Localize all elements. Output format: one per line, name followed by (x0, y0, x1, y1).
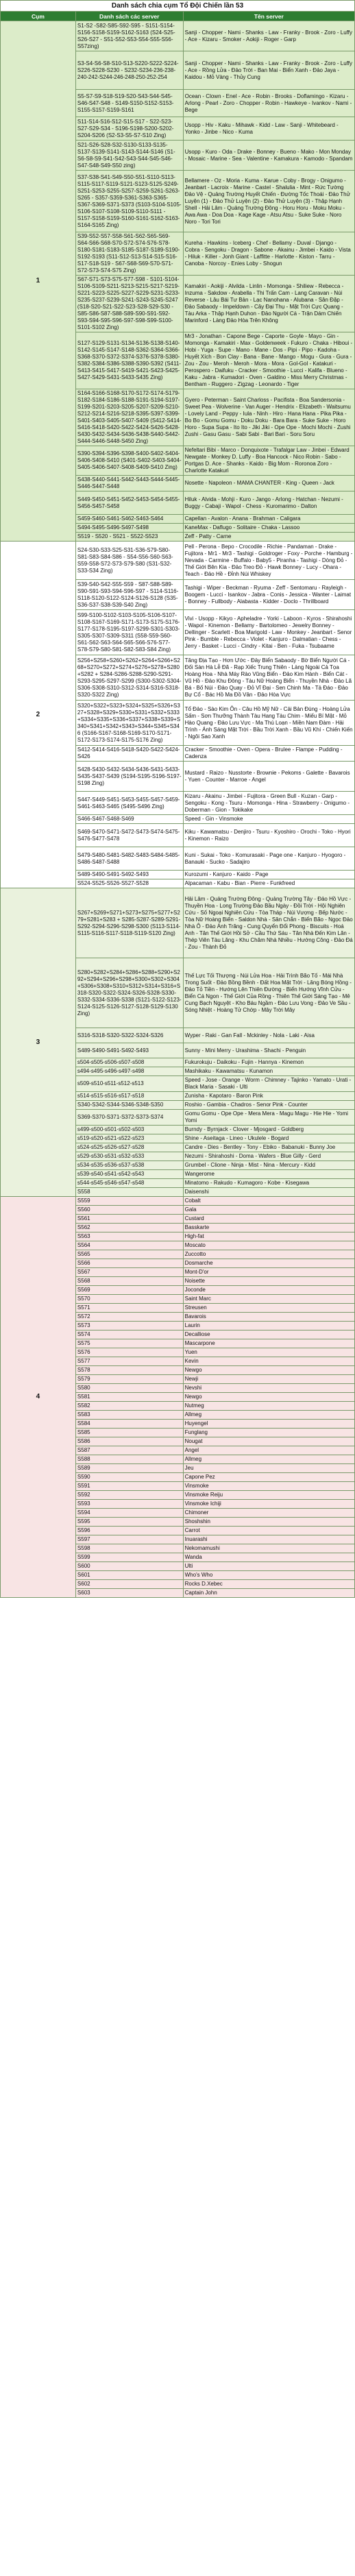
server-list-cell: s504-s505-s506-s507-s508 (75, 1058, 183, 1067)
server-list-cell: S449-S450-S451-S452-S453-S454-S455-S456-S457-S458 (75, 491, 183, 515)
server-list-cell: S591 (75, 1482, 183, 1491)
server-names-cell: Usopp - Kuro - Oda - Drake - Bonney - Bueno - Mako - Mon Monday - Mosaic - Marine - Sea - Valentine - Kamakura - Kamodo - Spandam (183, 141, 354, 171)
server-names-cell: Zunisha - Kapotaro - Baron Pink (183, 1092, 354, 1101)
server-names-cell: Capellan - Avalon - Anana - Brahman - Caligara (183, 515, 354, 524)
server-names-cell: Burndy - Byrnjack - Clover - Mjosgard - Goldberg (183, 1126, 354, 1134)
server-list-cell: S99-S100-S102-S103-S105-S106-S107-S108-S167-S169-S171-S173-S175-S176-S177-S178-S195-S197-S299-S301-S303-S305-S307-S309-S311 (S58-S59-S60-S61-S62-S63-S64-S65-S66-S76-S77-S78-S79-S80-S81-S82-S83-S84 Zing) (75, 610, 183, 655)
server-list-cell: S280+S282+S284+S286+S288+S290+S292+S294+S296+S298+S300+S302+S304+S306+S308+S310+S312+S314+S316+S318-S320-S322-S324-S326-S328-S330-S332-S334-S336-S338 (S121-S122-S123-S124-S125-S126-S127-S128-S129-S130 Zing) (75, 958, 183, 1028)
server-list-cell: S582 (75, 1402, 183, 1411)
server-list-cell: S316-S318-S320-S322-S324-S326 (75, 1028, 183, 1043)
server-names-cell: Vivi - Usopp - Kikyo - Apheladre - Yorki - Laboon - Kyros - Shirahoshi - Wapol - Kinemon - Bellamy - Bartolomeo - Jewelry Bonney - Dellinger - Scarlett - Boa Marigold - Law - Monkey - Jeanbart - Senor Pink - Bumble - Rebecca - Violet - Kanjuro - Dalmatian - Chess - Jerry - Basket - Lucci - Cindry - Kitai - Ben - Fuka - Tsubaame (183, 610, 354, 655)
server-list-cell: S583 (75, 1411, 183, 1420)
server-list-cell: S589 (75, 1464, 183, 1473)
server-list-cell: S580 (75, 1384, 183, 1393)
server-names-cell: Joconde (183, 1286, 354, 1295)
server-list-cell: S479-S480-S481-S482-S483-S484-S485-S486-S487-S488 (75, 847, 183, 871)
server-names-cell: Vinsmoke Ichiji (183, 1500, 354, 1509)
server-names-cell: Cobalt (183, 1197, 354, 1206)
server-list-cell: s514-s515-s516-s517-s518 (75, 1092, 183, 1101)
server-list-cell: S586 (75, 1437, 183, 1446)
server-names-cell: Shoshshin (183, 1518, 354, 1527)
server-names-cell: Nefeltari Bibi - Marco - Donquixote - Trafalgar Law - Jinbei - Edward Newgate - Monkey D. Luffy - Boa Hancock - Nico Robin - Sabo - Portgas D. Ace - Shanks - Kaido - Big Mom - Roronoa Zoro - Charlotte Katakuri (183, 446, 354, 476)
server-list-cell: S572 (75, 1313, 183, 1322)
server-names-cell: Newgo (183, 1366, 354, 1375)
server-names-cell: Capone Pez (183, 1473, 354, 1482)
server-names-cell: Allmeg (183, 1411, 354, 1420)
server-list-cell: S570 (75, 1295, 183, 1304)
server-names-cell: Decalliose (183, 1330, 354, 1339)
server-names-cell: Gyero - Peterman - Saint Charloss - Pacifista - Boa Sandersonia - Sweet Pea - Wolverine - Van Auger - Hendrix - Elizabeth - Waitsumu - Lovely Land - Peppy - Iula - Ninh - Hiro - Hana Hana - Pika Pika - Bo Bo - Gomu Gomu - Doku Doku - Bara Bara - Suke Suke - Horo Horo - Supa Supa - Ito Ito - Jiki Jiki - Ope Ope - Mochi Mochi - Zushi Zushi - Gasu Gasu - Sabi Sabi - Bari Bari - Soru Soru (183, 389, 354, 446)
server-names-cell: Minatomo - Rakudo - Kumagoro - Kobe - Kisegawa (183, 1179, 354, 1188)
table-row (1, 21, 355, 51)
server-names-cell: Tashigi - Wiper - Beckman - Ryuma - Zeff - Sentomaru - Rayleigh - Boogem - Lucci - Isankov - Jabra - Conis - Jessica - Wanter - Laimat - Bonney - Fullbody - Alabasta - Kidder - Doclo - Thrillboard (183, 580, 354, 610)
server-list-cell: S590 (75, 1473, 183, 1482)
server-list-cell: S11-S14-S16-S12-S15-S17 - S22-S23-S27-S29-S34 - S196-S198-S200-S202-S204-S206 (S2-S3-S5-S7-S10 Zing) (75, 117, 183, 141)
server-list-cell: S390-S394-S396-S398-S400-S402-S404-S406-S408-S410 (S401-S402-S403-S404-S405-S406-S407-S408-S409-S410 Zing) (75, 446, 183, 476)
server-names-cell: Wyper - Raki - Gan Fall - Mckinley - Nola - Laki - Aisa (183, 1028, 354, 1043)
server-names-cell: Who's Who (183, 1571, 354, 1580)
server-names-cell: Gala (183, 1206, 354, 1215)
server-list-cell: S587 (75, 1446, 183, 1455)
server-names-cell: Laurin (183, 1322, 354, 1330)
server-list-cell: S5-S7-S9-S18-S19-S20-S43-S44-S45-S46-S47-S48 - S149-S150-S152-S153-S155-S157-S159-S161 (75, 90, 183, 117)
server-list-cell: S585 (75, 1429, 183, 1437)
server-list-cell: S594 (75, 1509, 183, 1518)
server-names-cell: Grumbel - Clione - Ninja - Mist - Nina - Mercury - Kidd (183, 1161, 354, 1170)
server-names-cell: Mr3 - Jonathan - Capone Bege - Caporte - Goyle - Mayo - Gin - Momonga - Kamakiri - Max - Goldenweek - Fukuro - Chaka - Hiboui - Hobi - Yuga - Supe - Mano - Mane - Dos - Pipi - Pipo - Kadoha - Huyết Xích - Bon Clay - Bana - Bane - Mango - Mogu - Gura - Gura - Zou - Zou - Meroh - Meroh - Mora - Mora - Gol-Gol - Katakuri - Perospero - Daifuku - Cracker - Smoothie - Lucci - Kalifa - Blueno - Kaku - Jabra - Kumadori - Oven - Galdino - Miss Merry Christmas - Bentham - Ruggero - Zigzag - Leonardo - Tiger (183, 332, 354, 389)
server-list-cell: S127-S129-S131-S134-S136-S138-S140-S142-S145-S147-S148-S362-S364-S366-S368-S370-S372-S374-S376-S378-S380-S382-S384-S386-S388-S390-S392 (S411-S413-S415-S417-S419-S421-S423-S425-S427-S429-S431-S433-S435 Zing) (75, 332, 183, 389)
server-names-cell: Nekomamushi (183, 1544, 354, 1553)
server-list-cell: S588 (75, 1455, 183, 1464)
column-header-names: Tên server (183, 12, 354, 21)
server-names-cell: Nosette - Napoleon - MAMA CHANTER - King - Queen - Jack (183, 476, 354, 491)
server-list-cell: S598 (75, 1544, 183, 1553)
server-list-cell: S320+S322+S323+S324+S325+S326+S327+S328+S329+S330+S331+S332+S333+S334+S335+S336+S337+S338+S339+S340+S341+S342+S343+S344+S345+S346 (S166-S167-S168-S169-S170-S171-S172-S173-S174-S175-S176 Zing) (75, 701, 183, 746)
server-names-cell: Kevin (183, 1357, 354, 1366)
server-names-cell: Sanji - Chopper - Nami - Shanks - Law - Franky - Brook - Zoro - Luffy - Ace - Rồng Lửa - Đảo Trời - Ban Mai - Biển Xanh - Đảo Jaya - Kaidou - Mỏ Vàng - Thủy Cung (183, 51, 354, 90)
server-list-cell: S569 (75, 1286, 183, 1295)
server-list-cell: S564 (75, 1241, 183, 1250)
server-list-cell: S562 (75, 1224, 183, 1232)
server-list-cell: S447-S449-S451-S453-S455-S457-S459-S461-S463-S465 (S495-S496 Zing) (75, 792, 183, 815)
table-row (1, 1197, 355, 1206)
server-names-cell: Newgo (183, 1393, 354, 1402)
server-names-cell: Allmeg (183, 1455, 354, 1464)
server-list-cell: S164-S166-S168-S170-S172-S174-S179-S182-S184-S186-S188-S191-S194-S197-S199-S201-S203-S205-S207-S209-S210-S212-S214-S216-S218-S395-S397-S399-S401-S403-S405-S407-S409 (S412-S414-S416-S418-S420-S422-S424-S426-S428-S430-S432-S434-S436-S438-S440-S442-S444-S446-S448-S450 Zing) (75, 389, 183, 446)
server-list-cell: S599 (75, 1553, 183, 1562)
server-list-cell: S577 (75, 1357, 183, 1366)
server-list-cell: S561 (75, 1215, 183, 1224)
server-names-cell: Noisette (183, 1277, 354, 1286)
server-names-cell: Vinsmoke (183, 1482, 354, 1491)
server-names-cell: Nevshi (183, 1384, 354, 1393)
server-names-cell: Ulti (183, 1562, 354, 1571)
server-names-cell: Mashikaku - Kawamatsu - Kunamon (183, 1067, 354, 1076)
server-list-cell: S1-S2 -S82-S85-S92-S95 - S151-S154-S156-S158-S159-S162-S163 (S24-S25-S26-S27 - S51-S52-S53-S54-S55-S56-S57zing) (75, 21, 183, 51)
column-header-servers: Danh sách các server (75, 12, 183, 21)
server-list-cell: S559 (75, 1197, 183, 1206)
server-names-cell: Speed - Gin - Vinsmoke (183, 815, 354, 824)
server-list-cell: S489-S490-S491-S492-S493 (75, 871, 183, 879)
server-names-cell: Bellamere - Oz - Moria - Kuma - Karue - Coby - Brogy - Onigumo - Jeanbart - Lacroix - Marine - Castel - Shalulia - Mint - Rức Tường Đảo Vệ - Quảng Trường Huyết Chiến - Đường Tốc Thoái - Đảo Thử Luyện (1) - Đảo Thử Luyện (2) - Đảo Thử Luyện (3) - Thập Hạnh Shell - Hải Lâm - Quảng Trường Đông - Horu Horu - Moku Moku - Awa Awa - Doa Doa - Kage Kage - Atsu Atsu - Suke Suke - Noro Noro - Tori Tori (183, 171, 354, 232)
server-list-cell: S466-S467-S468-S469 (75, 815, 183, 824)
server-names-cell: Kamakiri - Aokiji - Alvilda - Linlin - Momonga - Shiliew - Rebecca - Inzuma - Sakdow - Arabella - Thi Trấn Cam - Lang Caravan - Núi Reverse - Lâu Bái Tư Bản - Lạc Nanohana - Alubana - Sân Đặp - Đảo Sabaody - Impeldown - Cây Đại Thụ - Mặt Trời Cực Quang - Tàu Arka - Thập Hạnh Duhon - Đảo Người Cá - Trận Dám Chiến Marinford - Làng Đảo Hòa Trên Không (183, 276, 354, 332)
server-list-cell: S558 (75, 1188, 183, 1197)
server-names-cell: Wanda (183, 1553, 354, 1562)
server-names-cell: Mascarpone (183, 1339, 354, 1348)
server-list-cell: S21-S26-S28-S32-S130-S133-S135-S137-S139-S141-S143-S144-S146 (S1-S6-S8-S9-S41-S42-S43-S44-S45-S46-S47-S48-S49-S50 zing) (75, 141, 183, 171)
server-names-cell: Rocks D.Xebec (183, 1580, 354, 1589)
page-title: Danh sách chia cụm Tổ Đội Chiến lần 53 (1, 1, 355, 12)
server-names-cell: Tổ Đảo - Sào Kim Ôn - Câu Hồ Mỹ Nữ - Cải Bản Đùng - Hoàng Lửa Sấm - Sơn Thưỡng Thành Tàu Hang Tàu Chim - Miếu Bí Mật - Mỏ Hào Quang - Đảo Lưu Vực - Ma Thú Loạn - Miền Nam Đàm - Hải Trình - Ánh Sáng Mặt Trời - Bầu Trời Xanh - Bầu Vũ Khí - Chiến Kiến - Ngôi Sao Xanh (183, 701, 354, 746)
server-list-cell: s544-s545-s546-s547-s548 (75, 1179, 183, 1188)
server-list-cell: S592 (75, 1491, 183, 1500)
server-list-cell: S584 (75, 1420, 183, 1429)
server-list-cell: S519 - S520 - S521 - S522-S523 (75, 533, 183, 542)
server-list-cell: S428-S430-S432-S434-S436-S431-S433-S435-S437-S439 (S194-S195-S196-S197-S198 Zing) (75, 762, 183, 792)
server-names-cell: Mont-D'or (183, 1268, 354, 1277)
server-list-cell: s524-s525-s526-s527-s528 (75, 1143, 183, 1152)
server-list-cell: S568 (75, 1277, 183, 1286)
server-list-cell: S601 (75, 1571, 183, 1580)
server-list-cell: S39-S52-S57-S58-S61-S62-S65-S69-S64-S66-S68-S70-S72-S74-S76-S78-S180-S181-S183-S185-S187-S189-S190-S192-S193 (S11-S12-S13-S14-S15-S16-S17-S18-S19 - S67-S68-S69-S70-S71-S72-S73-S74-S75 Zing) (75, 232, 183, 276)
server-list-cell: s519-s520-s521-s522-s523 (75, 1134, 183, 1143)
server-list-cell: S560 (75, 1206, 183, 1215)
server-list-cell: s539-s540-s541-s542-s543 (75, 1170, 183, 1179)
server-list-cell: S459-S460-S461-S462-S463-S464 (75, 515, 183, 524)
server-names-cell: Kuni - Sukai - Toko - Komurasaki - Page one - Kanjuro - Hyogoro - Banauki - Sucko - Sadajiro (183, 847, 354, 871)
group-label: 3 (1, 888, 76, 1197)
server-list-cell: S369-S370-S371-S372-S373-S374 (75, 1110, 183, 1126)
server-names-cell: Bavarois (183, 1313, 354, 1322)
server-names-cell: Chimoner (183, 1509, 354, 1518)
server-list-cell: s534-s535-s536-s537-s538 (75, 1161, 183, 1170)
server-names-cell: Roshio - Gambia - Chadros - Senor Pink - Counter (183, 1101, 354, 1110)
server-names-cell: Ocean - Clown - Enel - Ace - Robin - Brooks - Doflamingo - Kizaru - Arlong - Pearl - Zoro - Chopper - Robin - Hawkeye - Ivankov - Nami - Bege (183, 90, 354, 117)
server-names-cell: High-fat (183, 1232, 354, 1241)
group-label: 4 (1, 1197, 76, 1598)
server-names-cell: Basskarte (183, 1224, 354, 1232)
server-list-cell: S563 (75, 1232, 183, 1241)
server-list-cell: S267+S269+S271+S273+S275+S277+S279+S281+S283 + S285-S287-S289-S291-S292-S294-S296-S298-S300 (S113-S114-S115-S116-S117-S118-S119-S120 Zing) (75, 888, 183, 958)
server-names-cell: Kurozumi - Kanjuro - Kaido - Page (183, 871, 354, 879)
column-header-group: Cụm (1, 12, 76, 21)
server-list-cell: S412-S414-S416-S418-S420-S422-S424-S426 (75, 746, 183, 762)
server-list-cell: S579 (75, 1375, 183, 1384)
server-names-cell: Fukurokuju - Daikoku - Fujin - Hannya - Kinemon (183, 1058, 354, 1067)
server-names-cell: Zuccotto (183, 1250, 354, 1259)
server-list-cell: s529-s530-s531-s532-s533 (75, 1152, 183, 1161)
server-names-cell: Candre - Dies - Bentley - Tony - Ebiko - Babanuki - Bunny Joe (183, 1143, 354, 1152)
server-names-cell: Captain John (183, 1589, 354, 1598)
server-names-cell: Hải Lâm - Quảng Trường Đông - Quảng Trường Tây - Đảo Hồ Vực - Thuyền Hoa - Long Trường Đảo Bầu Ngày - Đồi Trời - Hội Nghiên Cứu - Số Ngoại Nghiên Cứu - Tòa Tháp - Núi Vượng - Bếp Nước - Tòa Nữ Hoàng Biển - Saldon Nhà - Sân Chắn - Biển Bão - Ngọc Đảo Nhà Ô - Đảo Ánh Trăng - Cung Quyển Đổi Phong - Biscuits - Hoá Anh - Tân Thế Giới Hồi Sở - Cầu Thứ Sáu - Tân Nhà Đến Kim Lăn - Thép Viên Tàu Lăng - Khu Chăm Nhà Nhiều - Hướng Công - Đảo Đá - Zou - Thành Đỏ (183, 888, 354, 958)
server-names-cell: Alpacaman - Kabu - Bian - Pierre - Funkfreed (183, 879, 354, 888)
server-list-cell: S593 (75, 1500, 183, 1509)
server-list-cell: s494-s495-s496-s497-s498 (75, 1067, 183, 1076)
table-row (1, 888, 355, 958)
server-list-cell: S3-S4-S6-S8-S10-S13-S220-S222-S224-S226-S228-S230 - S232-S234-236-238-240-242-S244-246-248-250-252-254 (75, 51, 183, 90)
server-names-cell: Shine - Aseitaga - Lineo - Ukulele - Bogard (183, 1134, 354, 1143)
server-names-cell: Daisenshi (183, 1188, 354, 1197)
server-names-cell: Speed - Jose - Orange - Worm - Chimney - Tajinko - Yamato - Urati - Black Maria - Sasaki - Ulti (183, 1076, 354, 1092)
server-names-cell: Nutmeg (183, 1402, 354, 1411)
server-names-cell: Sanji - Chopper - Nami - Shanks - Law - Franky - Brook - Zoro - Luffy - Ace - Kizaru - Smoker - Aokiji - Roger - Garp (183, 21, 354, 51)
server-names-cell: Dosmarche (183, 1259, 354, 1268)
server-names-cell: Wangerome (183, 1170, 354, 1179)
server-names-cell: Hiluk - Alvida - Mohji - Kuro - Jango - Arlong - Hatchan - Nezumi - Buggy - Cabaji - Wapol - Chess - Kuromarimo - Dalton (183, 491, 354, 515)
server-list-cell: S494-S495-S496-S497-S498 (75, 524, 183, 533)
server-list-cell: S469-S470-S471-S472-S473-S474-S475-S476-S477-S478 (75, 824, 183, 847)
server-list-cell: S595 (75, 1518, 183, 1527)
server-list-cell: S24-S30-S33-S25-S31-S36-S79-S80-S81-S83-S84-S86 - S54-S56-S60-S63-S59-S58-S72-S73-S79-S80 (S31-S32-S33-S34 Zing) (75, 542, 183, 580)
server-names-cell: Cracker - Smoothie - Oven - Opera - Brulee - Flampe - Pudding - Cadenza (183, 746, 354, 762)
server-names-cell: Gomu Gomu - Ope Ope - Mera Mera - Magu Magu - Hie Hie - Yomi Yomi (183, 1110, 354, 1126)
server-list-cell: S603 (75, 1589, 183, 1598)
group-label: 2 (1, 542, 76, 888)
server-list-cell: S600 (75, 1562, 183, 1571)
server-list-cell: S489-S490-S491-S492-S493 (75, 1043, 183, 1058)
server-names-cell: KaneMax - Daflugo - Solitaire - Chaka - Lassoo (183, 524, 354, 533)
server-list-cell: S581 (75, 1393, 183, 1402)
server-names-cell: Kiku - Kawamatsu - Denjiro - Tsuru - Kyoshiro - Orochi - Toko - Hyori - Kinemon - Raizo (183, 824, 354, 847)
table-body (1, 21, 355, 1598)
server-names-cell: Usopp - Hiv - Kaku - Mihawk - Kidd - Law - Sanji - Whitebeard - Yonko - Jinbe - Nico - Kuma (183, 117, 354, 141)
server-names-cell: Yuen (183, 1348, 354, 1357)
server-list-cell: S575 (75, 1339, 183, 1348)
server-names-cell: Moscato (183, 1241, 354, 1250)
server-list-cell: S566 (75, 1259, 183, 1268)
server-names-cell: Nezumi - Shirahoshi - Doma - Wafers - Blue Gilly - Gerd (183, 1152, 354, 1161)
server-list-cell: S573 (75, 1322, 183, 1330)
server-list-cell: S596 (75, 1527, 183, 1535)
table-row (1, 542, 355, 580)
server-list-cell: S524-S525-S526-S527-S528 (75, 879, 183, 888)
server-names-cell: Tăng Địa Tạo - Hơn Ước - Đảy Biển Sabaody - Bờ Biển Người Cá - Đối Sàn Hà Lễ Đã - Rạp Xiếc Trung Thiên - Làng Ngoài Cả Tọa Hoàng Hoa - Nhà Máy Rào Vũng Biển - Đảo Kim Hành - Biển Cát - Vũ Hồ - Đảo Khu Đông - Tàu Nữ Hoàng Biển - Thuyền Nhà - Đảo Lã Bá - Bố Núi - Đảo Quay - Đỏ Vĩ Đại - Sen Chinh Ma - Tả Đáo - Đảo Bự Cổ - Bác Hồ Ma Đồ Vân - Đảo Hòa Vực (183, 655, 354, 701)
server-names-cell: Vinsmoke Reiju (183, 1491, 354, 1500)
server-list-cell: S578 (75, 1366, 183, 1375)
server-names-cell: Thế Lực Tối Thượng - Núi Lửa Hoa - Hải Trình Bão Tố - Mái Nhà Trong Suốt - Đảo Bồng Bềnh - Đất Hoa Mặt Trời - Lăng Bóng Hồng - Đảo Tỏ Tiền - Hướng Lên Thiên Đường - Biển Hướng Vĩnh Cửu - Biển Cá Ngon - Thế Giới Của Rồng - Thiên Thế Giới Sáng Tạo - Mê Cung Bạch Nguyệt - Kho Báu Ngầm - Đảo Lưu Vong - Đảo Ve Sầu - Sóng Nhiệt - Hoàng Tử Chớp - Mây Trời Mây (183, 958, 354, 1028)
server-names-cell: Carrot (183, 1527, 354, 1535)
group-label: 1 (1, 21, 76, 542)
server-names-cell: Funglang (183, 1429, 354, 1437)
server-names-cell: Inuarashi (183, 1535, 354, 1544)
server-names-cell: Saint Marc (183, 1295, 354, 1304)
server-names-cell: Mustard - Raizo - Nusstorte - Brownie - Pekoms - Galette - Bavarois - Yuen - Counter - Marroe - Angel (183, 762, 354, 792)
server-list-cell: s499-s500-s501-s502-s503 (75, 1126, 183, 1134)
server-list-cell: S67-S71-S73-S75-S77-S98 - S101-S104-S106-S109-S211-S213-S215-S217-S219-S221-S223-S225-S227-S229-S231-S233-S235-S237-S239-S241-S243-S245-S247 (S18-S20-S21-S22-S23-S28-S29-S30 - S85-S86-S87-S88-S89-S90-S91-S92-S93-S94-S95-S96-S97-S98-S99-S100-S101-S102 Zing) (75, 276, 183, 332)
server-list-cell: S37-S38-S41-S49-S50-S51-S110-S113-S115-S117-S119-S121-S123-S125-S249-S251-S253-S255-S257-S259-S261-S263-S265 - S357-S359-S361-S363-S365-S367-S369-S371-S373 (S103-S104-S105-S106-S107-S108-S109-S110-S111 - S157-S158-S159-S160-S161-S162-S163-S164-S165 Zing) (75, 171, 183, 232)
server-names-cell: Angel (183, 1446, 354, 1455)
server-list-cell: S565 (75, 1250, 183, 1259)
server-names-cell: Sunny - Mini Merry - Urashima - Shachi - Penguin (183, 1043, 354, 1058)
server-names-cell: Streusen (183, 1304, 354, 1313)
server-list-cell: S602 (75, 1580, 183, 1589)
server-list-cell: S39-S40-S42-S55-S59 - S87-S88-S89-S90-S91-S93-S94-S96-S97 - S114-S116-S118-S120-S122-S124-S126-S128 (S35-S36-S37-S38-S39-S40 Zing) (75, 580, 183, 610)
server-names-cell: Kizaru - Akainu - Jimbei - Fujitora - Green Bull - Kuzan - Garp - Sengoku - Kong - Tsuru - Momonga - Hina - Strawberry - Onigumo - Doberman - Gion - Tokikake (183, 792, 354, 815)
server-names-cell: Jeu (183, 1464, 354, 1473)
server-list-cell: s509-s510-s511-s512-s513 (75, 1076, 183, 1092)
server-names-cell: Custard (183, 1215, 354, 1224)
server-list-cell: S438-S440-S441-S442-S443-S444-S445-S446-S447-S448 (75, 476, 183, 491)
server-list-cell: S571 (75, 1304, 183, 1313)
server-names-cell: Nougat (183, 1437, 354, 1446)
server-list-cell: S567 (75, 1268, 183, 1277)
server-list-cell: S340-S342-S344-S346-S348-S350 (75, 1101, 183, 1110)
server-names-cell: Huyengel (183, 1420, 354, 1429)
server-list-cell: S597 (75, 1535, 183, 1544)
server-names-cell: Pell - Perona - Bepo - Crocodile - Richie - Pandaman - Drake - Fujitora - Mr1 - Mr3 - Tashigi - Goldroger - Foxy - Porche - Hamburg - Nevada - Carmine - Buffalo - Baby5 - Piranha - Tashigi - Dòng Đỏ - Thế Giới Bên Kia - Đảo Treo Đỏ - Hawk Bonney - Lucy - Ohara - Teach - Đảo Hề - Đỉnh Núi Whiskey (183, 542, 354, 580)
server-list-cell: S576 (75, 1348, 183, 1357)
server-list-cell: S256+S258+S260+S262+S264+S266+S268+S270+S272+S274+S276+S278+S280+S282 + S284-S286-S288-S290-S291-S293-S295-S297-S299 (S300-S302-S304-S306-S308-S310-S312-S314-S316-S318-S320-S322 Zing) (75, 655, 183, 701)
server-names-cell: Newji (183, 1375, 354, 1384)
server-names-cell: Kureha - Hawkins - Iceberg - Chef - Bellamy - Duval - Django - Cobra - Sengoku - Dragon - Sabone - Akainu - Jimbei - Kaido - Vista - Hiluk - Killer - Jonh Giant - Laffitte - Harlotte - Kiston - Tarru - Canoba - Norcoy - Enies Loby - Shogun (183, 232, 354, 276)
server-list-cell: S574 (75, 1330, 183, 1339)
server-names-cell: Zeff - Patty - Carne (183, 533, 354, 542)
